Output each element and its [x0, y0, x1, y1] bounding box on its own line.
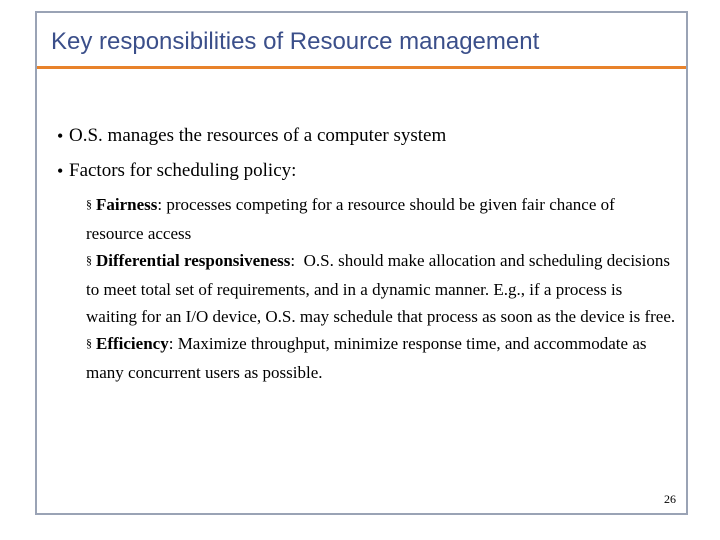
bullet-text: Factors for scheduling policy: [69, 160, 297, 181]
sub-bullet-item [86, 191, 676, 247]
sub-bullet-term: Fairness [96, 195, 158, 214]
sub-bullet-term: Efficiency [96, 334, 169, 353]
sub-bullet-description: Maximize throughput, minimize response time, and accommodate as many concurrent users as possible. [86, 334, 647, 382]
sub-bullet-separator: : [290, 251, 296, 270]
title-divider [37, 66, 686, 69]
sub-bullet-item [86, 330, 676, 386]
sub-bullet-term: Differential responsiveness [96, 251, 291, 270]
page-number: 26 [664, 492, 676, 506]
bullet-dot-icon: • [57, 161, 64, 181]
sub-bullet-item [86, 247, 676, 330]
sub-bullet-description: processes competing for a resource should be given fair chance of resource access [86, 195, 615, 243]
bullet-dot-icon: • [57, 126, 64, 146]
square-bullet-icon: § [86, 197, 92, 211]
slide-title: Key responsibilities of Resource management [51, 28, 540, 55]
sub-bullet-separator: : [157, 195, 163, 214]
slide-content [57, 125, 677, 386]
sub-bullet-list [57, 191, 676, 386]
sub-bullet-description: O.S. should make allocation and scheduling decisions to meet total set of requirements, and in a dynamic manner. E.g., if a process is waiting for an I/O device, O.S. may schedule that process as soon as the device is free. [86, 251, 676, 326]
sub-bullet-separator: : [168, 334, 174, 353]
square-bullet-icon: § [86, 336, 92, 350]
square-bullet-icon: § [86, 253, 92, 267]
bullet-text: O.S. manages the resources of a computer system [69, 125, 447, 146]
bullet-item [57, 160, 677, 182]
bullet-item [57, 125, 677, 147]
slide-frame [35, 11, 688, 515]
